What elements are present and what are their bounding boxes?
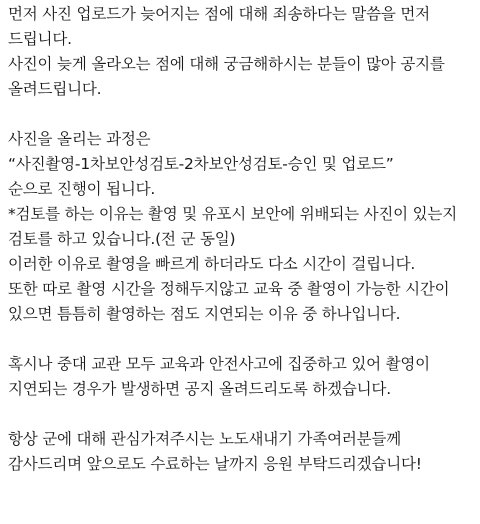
text-line: 검토를 하고 있습니다.(전 군 동일) bbox=[8, 230, 236, 248]
paragraph-apology bbox=[8, 0, 472, 102]
text-line: 혹시나 중대 교관 모두 교육과 안전사고에 집중하고 있어 촬영이 bbox=[8, 355, 430, 373]
text-line: “사진촬영-1차보안성검토-2차보안성검토-승인 및 업로드” bbox=[8, 155, 394, 173]
text-line: 감사드리며 앞으로도 수료하는 날까지 응원 부탁드리겠습니다! bbox=[8, 455, 422, 473]
paragraph-spacer bbox=[8, 102, 472, 127]
text-line: 이러한 이유로 촬영을 빠르게 하더라도 다소 시간이 걸립니다. bbox=[8, 255, 416, 273]
paragraph-delay bbox=[8, 352, 472, 402]
text-line: 먼저 사진 업로드가 늦어지는 점에 대해 죄송하다는 말씀을 먼저 bbox=[8, 5, 430, 23]
text-line: 순으로 진행이 됩니다. bbox=[8, 180, 156, 198]
text-line: 있으면 틈틈히 촬영하는 점도 지연되는 이유 중 하나입니다. bbox=[8, 305, 401, 323]
paragraph-process bbox=[8, 127, 472, 327]
text-line: 지연되는 경우가 발생하면 공지 올려드리도록 하겠습니다. bbox=[8, 380, 391, 398]
text-line: 사진을 올리는 과정은 bbox=[8, 130, 151, 148]
text-line: *검토를 하는 이유는 촬영 및 유포시 보안에 위배되는 사진이 있는지 bbox=[8, 205, 457, 223]
paragraph-thanks bbox=[8, 427, 472, 477]
text-line: 올려드립니다. bbox=[8, 80, 102, 98]
text-line: 사진이 늦게 올라오는 점에 대해 궁금해하시는 분들이 많아 공지를 bbox=[8, 55, 445, 73]
text-line: 또한 따로 촬영 시간을 정해두지않고 교육 중 촬영이 가능한 시간이 bbox=[8, 280, 450, 298]
paragraph-spacer bbox=[8, 327, 472, 352]
text-line: 드립니다. bbox=[8, 30, 72, 48]
paragraph-spacer bbox=[8, 402, 472, 427]
text-line: 항상 군에 대해 관심가져주시는 노도새내기 가족여러분들께 bbox=[8, 430, 401, 448]
